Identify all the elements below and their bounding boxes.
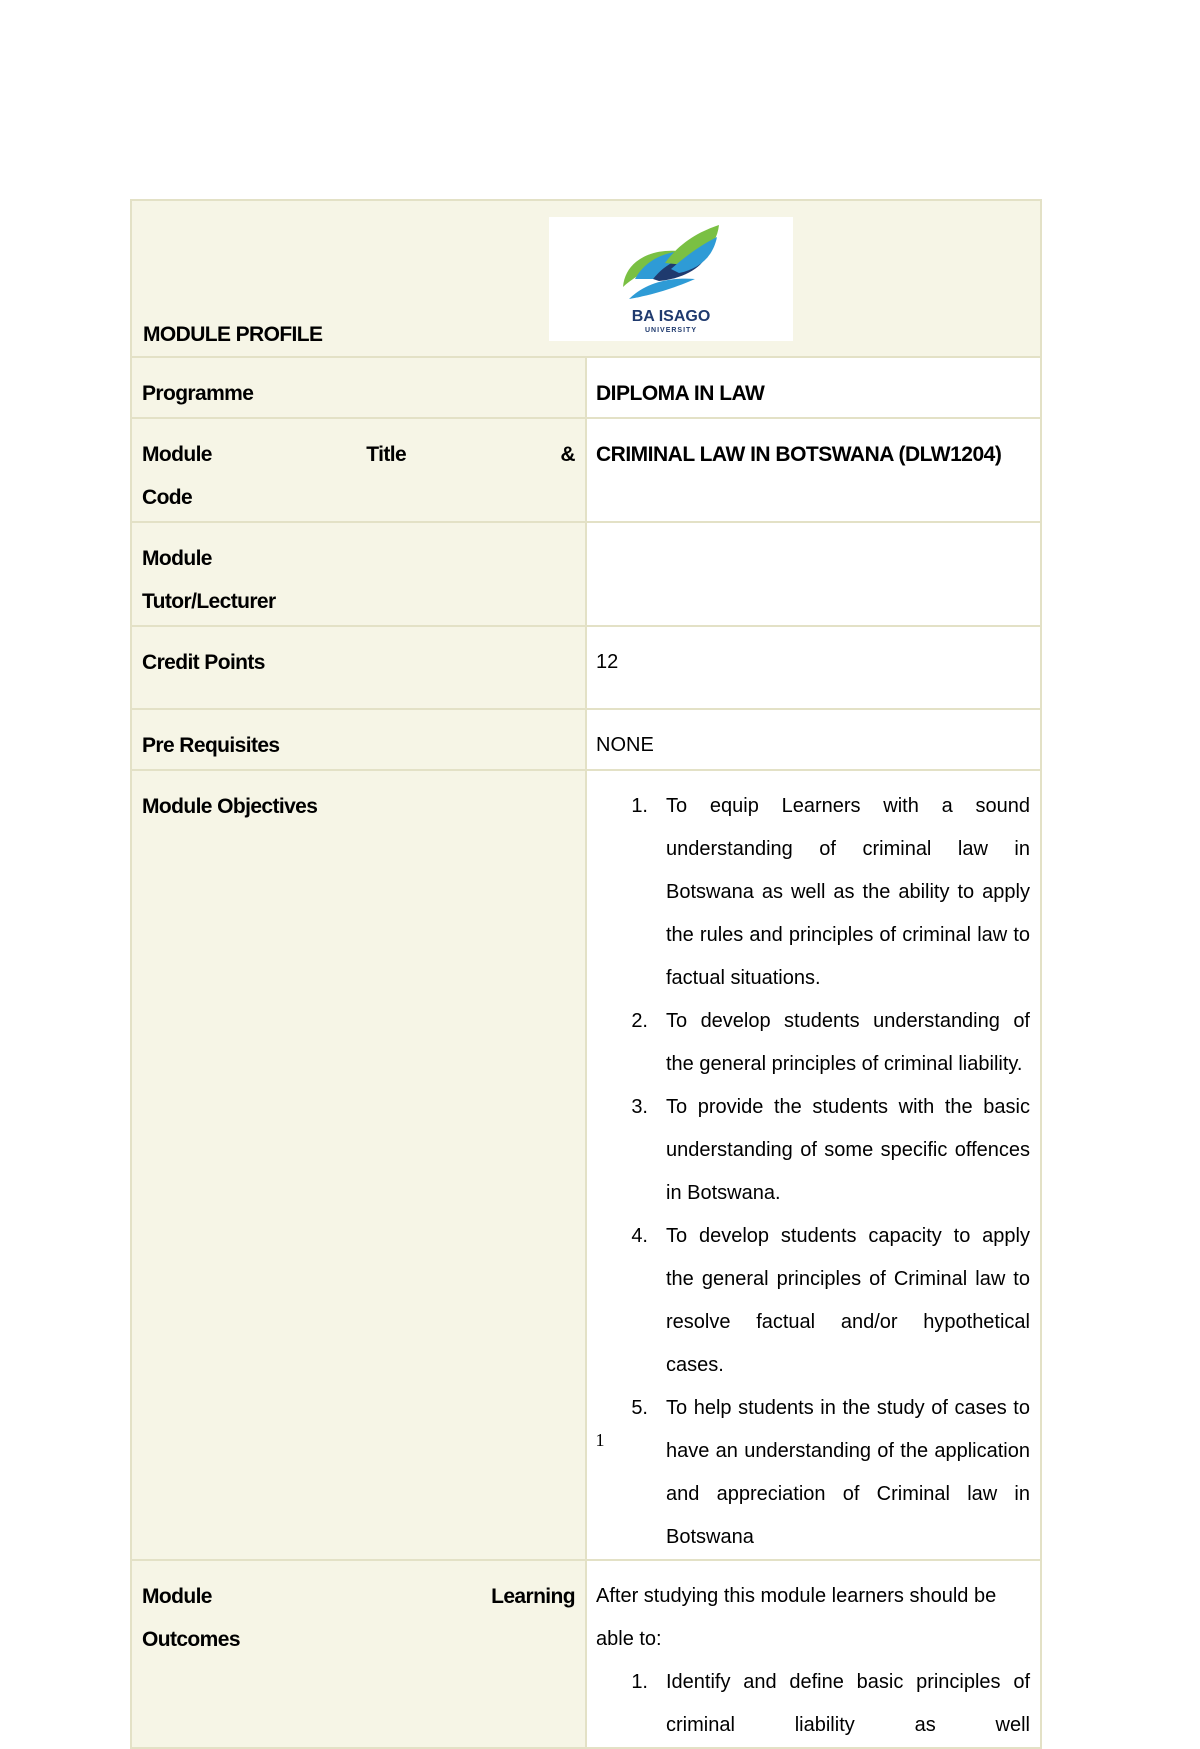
- university-logo: [549, 217, 793, 341]
- list-item: 1. Identify and define basic principles of criminal liability as well: [631, 1671, 1030, 1736]
- objectives-label: Module Objectives: [131, 770, 586, 1560]
- header-cell: [131, 200, 1041, 357]
- credit-points-value: 12: [586, 626, 1041, 709]
- module-title-label-part1: Module: [142, 443, 212, 466]
- programme-row: [131, 357, 1041, 418]
- pre-requisites-row: [131, 709, 1041, 770]
- logo-name: BA ISAGO: [631, 308, 711, 325]
- outcomes-list: [596, 1661, 1030, 1747]
- module-title-value: CRIMINAL LAW IN BOTSWANA (DLW1204): [586, 418, 1041, 522]
- module-title-label: [131, 418, 586, 522]
- tutor-value: [586, 522, 1041, 626]
- outcomes-value: [586, 1560, 1041, 1748]
- logo-subtitle: UNIVERSITY: [644, 327, 698, 334]
- tutor-row: [131, 522, 1041, 626]
- list-item: 3. To provide the students with the basic understanding of some specific offences in Botswana.: [631, 1096, 1030, 1204]
- module-title-label-part2: Title: [366, 443, 407, 466]
- module-profile-title: MODULE PROFILE: [143, 323, 323, 346]
- outcomes-intro: After studying this module learners should be able to:: [596, 1585, 997, 1650]
- list-item: 4. To develop students capacity to apply the general principles of Criminal law to resolve factual and/or hypothetical cases.: [631, 1225, 1030, 1376]
- list-item: 2. To develop students understanding of the general principles of criminal liability.: [631, 1010, 1030, 1075]
- page-number: 1: [595, 1430, 605, 1450]
- module-title-label-line2: Code: [142, 486, 193, 509]
- header-row: [131, 200, 1041, 357]
- module-title-row: [131, 418, 1041, 522]
- outcomes-label: Module Learning Outcomes: [131, 1560, 586, 1748]
- outcomes-row: [131, 1560, 1041, 1748]
- list-item: 5. To help students in the study of cases to have an understanding of the application and appreciation of Criminal law in Botswana: [631, 1397, 1030, 1548]
- credit-points-label: Credit Points: [131, 626, 586, 709]
- list-item: 1. To equip Learners with a sound understanding of criminal law in Botswana as well as the ability to apply the rules and principles of criminal law to factual situations.: [631, 795, 1030, 989]
- pre-requisites-value: NONE: [586, 709, 1041, 770]
- tutor-label: Module Tutor/Lecturer: [131, 522, 586, 626]
- module-title-label-part3: &: [560, 443, 575, 466]
- module-profile-table: [130, 199, 1042, 1749]
- ba-isago-leaf-logo-icon: [549, 217, 793, 341]
- programme-label: Programme: [131, 357, 586, 418]
- programme-value: DIPLOMA IN LAW: [586, 357, 1041, 418]
- pre-requisites-label: Pre Requisites: [131, 709, 586, 770]
- credit-points-row: [131, 626, 1041, 709]
